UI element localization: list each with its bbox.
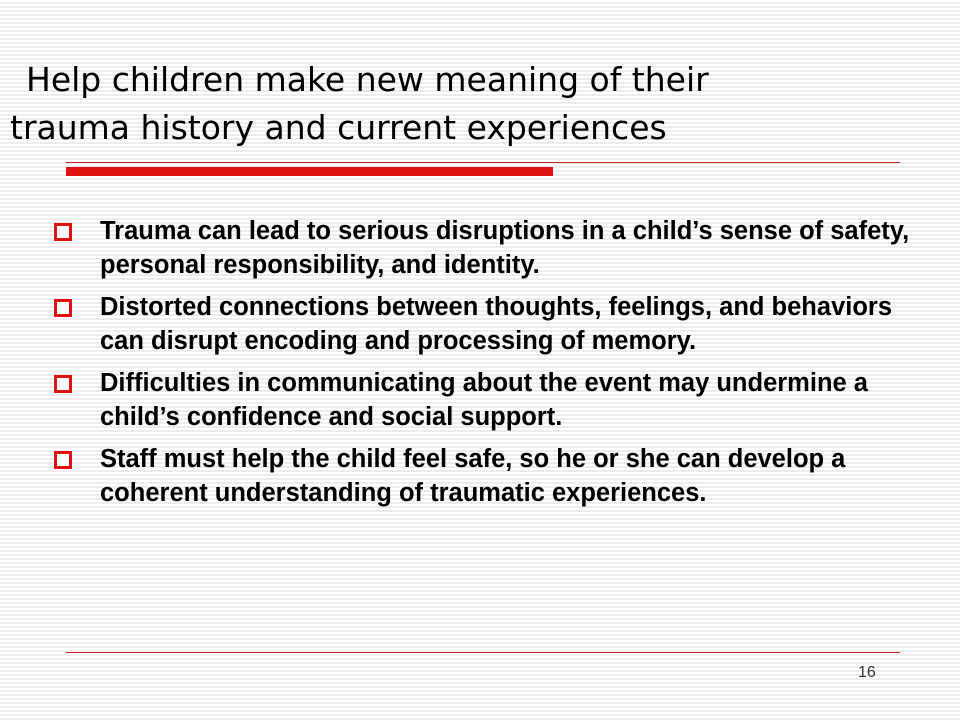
bullet-item <box>48 214 928 282</box>
bullet-item <box>48 366 928 434</box>
title-divider-thin <box>66 162 900 163</box>
hollow-square-bullet-icon <box>54 299 72 317</box>
slide-title-line: Help children make new meaning of their <box>26 60 709 99</box>
bullet-item <box>48 442 928 510</box>
title-divider-thick <box>66 167 553 176</box>
bullet-text: Staff must help the child feel safe, so he or she can develop a coherent understanding of traumatic experiences. <box>100 445 846 507</box>
hollow-square-bullet-icon <box>54 223 72 241</box>
footer-divider <box>66 652 900 653</box>
bullet-text: Trauma can lead to serious disruptions in a child’s sense of safety, personal responsibility, and identity. <box>100 217 910 279</box>
bullet-text: Distorted connections between thoughts, feelings, and behaviors can disrupt encoding and processing of memory. <box>100 293 893 355</box>
bullet-text: Difficulties in communicating about the event may undermine a child’s confidence and social support. <box>100 369 868 431</box>
hollow-square-bullet-icon <box>54 451 72 469</box>
slide-title-line: trauma history and current experiences <box>10 108 667 147</box>
slide-title <box>10 56 930 152</box>
hollow-square-bullet-icon <box>54 375 72 393</box>
bullet-list <box>48 214 928 518</box>
bullet-item <box>48 290 928 358</box>
page-number: 16 <box>858 664 876 681</box>
